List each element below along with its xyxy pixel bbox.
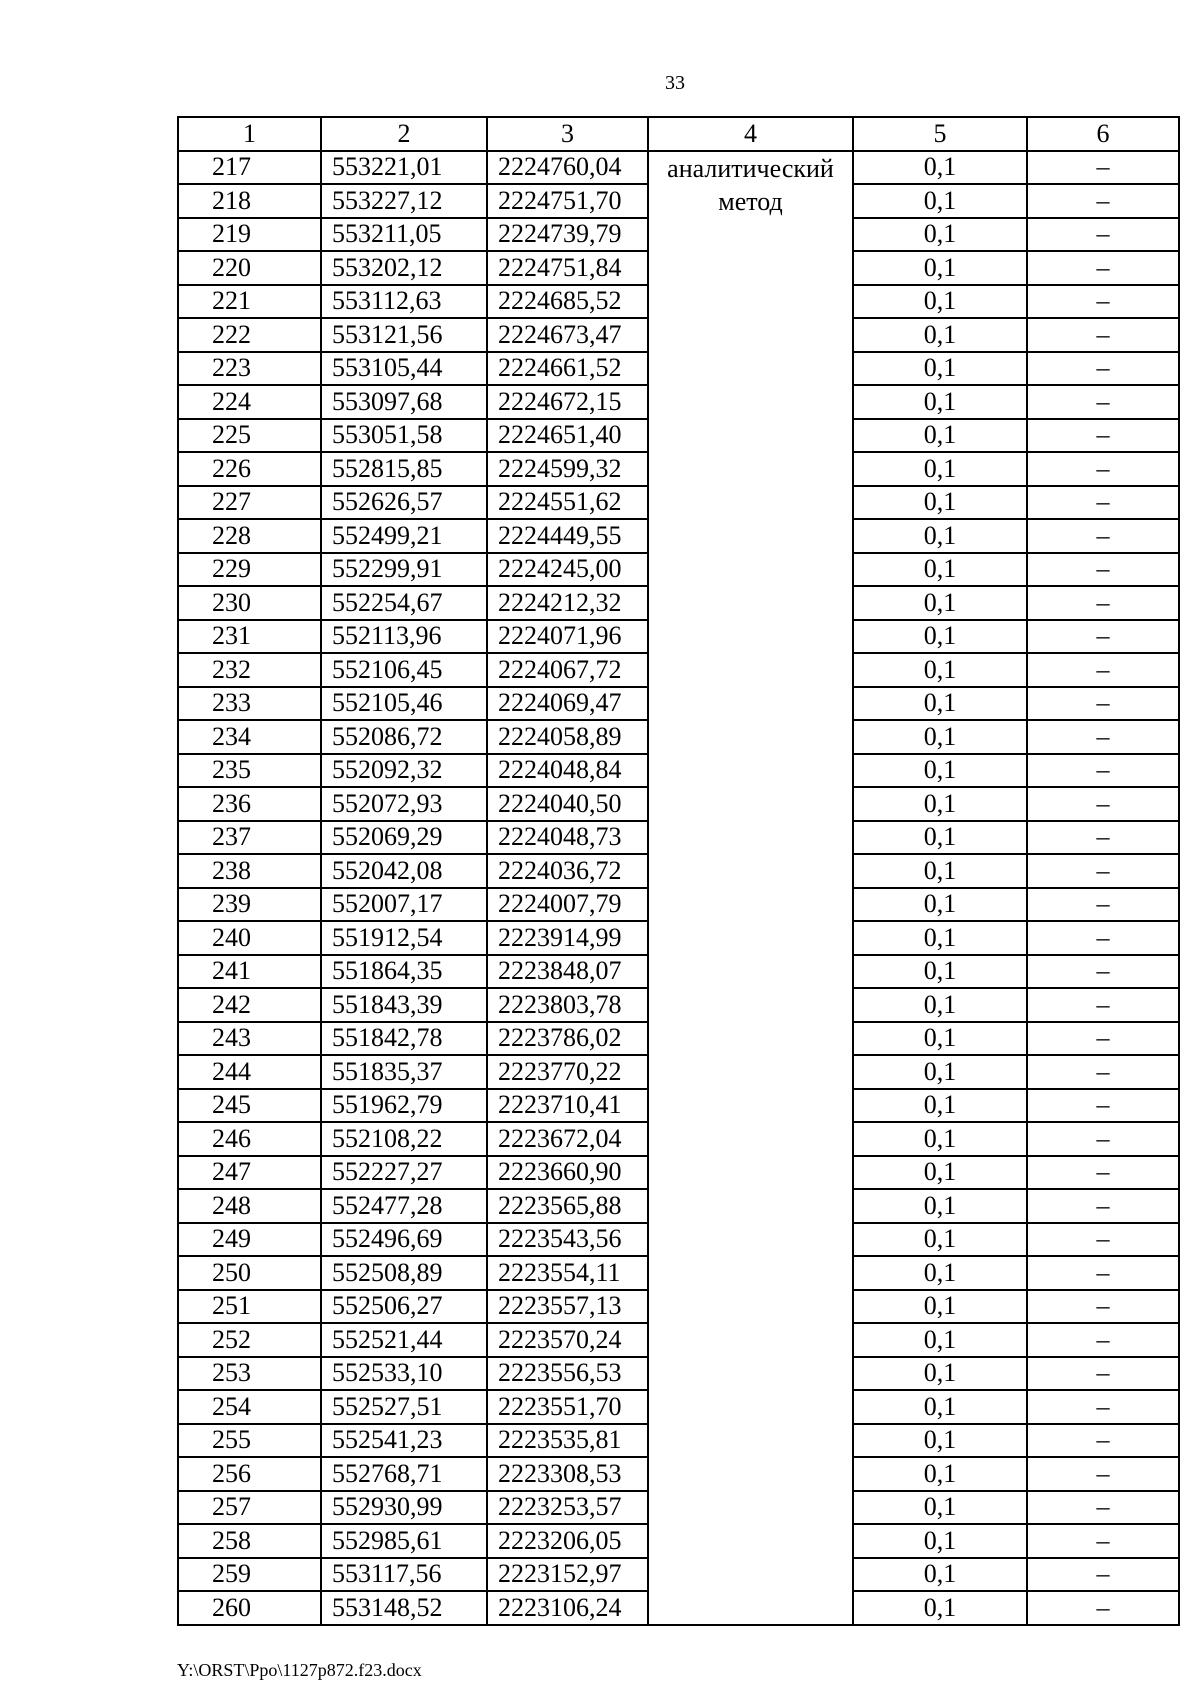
coordinate-x-cell: 552499,21	[321, 519, 487, 553]
coordinate-x-cell: 553202,12	[321, 251, 487, 285]
note-cell: –	[1027, 452, 1179, 486]
accuracy-cell: 0,1	[853, 1558, 1027, 1592]
point-number-cell: 243	[178, 1022, 321, 1056]
accuracy-cell: 0,1	[853, 1089, 1027, 1123]
accuracy-cell: 0,1	[853, 218, 1027, 252]
accuracy-cell: 0,1	[853, 151, 1027, 185]
accuracy-cell: 0,1	[853, 1457, 1027, 1491]
accuracy-cell: 0,1	[853, 251, 1027, 285]
point-number-cell: 245	[178, 1089, 321, 1123]
column-header-1: 1	[178, 117, 321, 151]
point-number-cell: 223	[178, 352, 321, 386]
coordinate-x-cell: 553051,58	[321, 419, 487, 453]
point-number-cell: 255	[178, 1424, 321, 1458]
coordinate-x-cell: 552069,29	[321, 821, 487, 855]
note-cell: –	[1027, 1055, 1179, 1089]
point-number-cell: 236	[178, 787, 321, 821]
note-cell: –	[1027, 921, 1179, 955]
coordinate-y-cell: 2224245,00	[487, 553, 648, 587]
note-cell: –	[1027, 251, 1179, 285]
coordinate-x-cell: 553117,56	[321, 1558, 487, 1592]
accuracy-cell: 0,1	[853, 1055, 1027, 1089]
point-number-cell: 230	[178, 586, 321, 620]
coordinate-x-cell: 552299,91	[321, 553, 487, 587]
note-cell: –	[1027, 1457, 1179, 1491]
column-header-5: 5	[853, 117, 1027, 151]
accuracy-cell: 0,1	[853, 921, 1027, 955]
coordinate-x-cell: 553211,05	[321, 218, 487, 252]
note-cell: –	[1027, 687, 1179, 721]
coordinate-x-cell: 552105,46	[321, 687, 487, 721]
coordinate-x-cell: 552113,96	[321, 620, 487, 654]
accuracy-cell: 0,1	[853, 1491, 1027, 1525]
table-body	[178, 151, 1179, 1625]
coordinate-x-cell: 552106,45	[321, 653, 487, 687]
note-cell: –	[1027, 1357, 1179, 1391]
coordinate-x-cell: 553121,56	[321, 318, 487, 352]
note-cell: –	[1027, 586, 1179, 620]
coordinate-y-cell: 2224040,50	[487, 787, 648, 821]
point-number-cell: 228	[178, 519, 321, 553]
point-number-cell: 220	[178, 251, 321, 285]
coordinate-y-cell: 2223535,81	[487, 1424, 648, 1458]
coordinate-x-cell: 552815,85	[321, 452, 487, 486]
coordinate-x-cell: 553097,68	[321, 385, 487, 419]
point-number-cell: 253	[178, 1357, 321, 1391]
coordinate-x-cell: 552541,23	[321, 1424, 487, 1458]
note-cell: –	[1027, 285, 1179, 319]
note-cell: –	[1027, 385, 1179, 419]
coordinate-x-cell: 551912,54	[321, 921, 487, 955]
coordinate-y-cell: 2224599,32	[487, 452, 648, 486]
note-cell: –	[1027, 1323, 1179, 1357]
point-number-cell: 237	[178, 821, 321, 855]
point-number-cell: 244	[178, 1055, 321, 1089]
coordinate-y-cell: 2224673,47	[487, 318, 648, 352]
coordinate-y-cell: 2223554,11	[487, 1256, 648, 1290]
point-number-cell: 219	[178, 218, 321, 252]
coordinate-x-cell: 553221,01	[321, 151, 487, 185]
accuracy-cell: 0,1	[853, 854, 1027, 888]
coordinate-x-cell: 552626,57	[321, 486, 487, 520]
accuracy-cell: 0,1	[853, 620, 1027, 654]
point-number-cell: 259	[178, 1558, 321, 1592]
coordinate-x-cell: 552007,17	[321, 888, 487, 922]
point-number-cell: 221	[178, 285, 321, 319]
note-cell: –	[1027, 553, 1179, 587]
accuracy-cell: 0,1	[853, 1022, 1027, 1056]
coordinate-x-cell: 552508,89	[321, 1256, 487, 1290]
accuracy-cell: 0,1	[853, 720, 1027, 754]
point-number-cell: 252	[178, 1323, 321, 1357]
accuracy-cell: 0,1	[853, 888, 1027, 922]
note-cell: –	[1027, 821, 1179, 855]
point-number-cell: 235	[178, 754, 321, 788]
point-number-cell: 256	[178, 1457, 321, 1491]
table-row	[178, 151, 1179, 185]
coordinate-y-cell: 2224672,15	[487, 385, 648, 419]
coordinate-y-cell: 2224760,04	[487, 151, 648, 185]
coordinate-x-cell: 552506,27	[321, 1290, 487, 1324]
accuracy-cell: 0,1	[853, 385, 1027, 419]
column-header-4: 4	[648, 117, 853, 151]
accuracy-cell: 0,1	[853, 754, 1027, 788]
coordinate-y-cell: 2223556,53	[487, 1357, 648, 1391]
note-cell: –	[1027, 1424, 1179, 1458]
coordinate-x-cell: 553112,63	[321, 285, 487, 319]
coordinate-x-cell: 552985,61	[321, 1524, 487, 1558]
point-number-cell: 224	[178, 385, 321, 419]
file-path-footer: Y:\ORST\Ppo\1127p872.f23.docx	[177, 1660, 422, 1680]
coordinate-y-cell: 2223206,05	[487, 1524, 648, 1558]
point-number-cell: 240	[178, 921, 321, 955]
note-cell: –	[1027, 218, 1179, 252]
coordinate-y-cell: 2223106,24	[487, 1591, 648, 1625]
point-number-cell: 229	[178, 553, 321, 587]
coordinate-y-cell: 2224751,70	[487, 184, 648, 218]
note-cell: –	[1027, 1390, 1179, 1424]
accuracy-cell: 0,1	[853, 586, 1027, 620]
accuracy-cell: 0,1	[853, 285, 1027, 319]
accuracy-cell: 0,1	[853, 352, 1027, 386]
note-cell: –	[1027, 1491, 1179, 1525]
note-cell: –	[1027, 1122, 1179, 1156]
accuracy-cell: 0,1	[853, 1357, 1027, 1391]
point-number-cell: 249	[178, 1223, 321, 1257]
note-cell: –	[1027, 1290, 1179, 1324]
point-number-cell: 251	[178, 1290, 321, 1324]
point-number-cell: 225	[178, 419, 321, 453]
note-cell: –	[1027, 620, 1179, 654]
coordinate-y-cell: 2224058,89	[487, 720, 648, 754]
accuracy-cell: 0,1	[853, 988, 1027, 1022]
point-number-cell: 242	[178, 988, 321, 1022]
coordinate-y-cell: 2223848,07	[487, 955, 648, 989]
note-cell: –	[1027, 955, 1179, 989]
coordinate-y-cell: 2223543,56	[487, 1223, 648, 1257]
note-cell: –	[1027, 988, 1179, 1022]
coordinate-y-cell: 2224661,52	[487, 352, 648, 386]
accuracy-cell: 0,1	[853, 1524, 1027, 1558]
note-cell: –	[1027, 318, 1179, 352]
note-cell: –	[1027, 1089, 1179, 1123]
coordinate-y-cell: 2224739,79	[487, 218, 648, 252]
coordinate-y-cell: 2224685,52	[487, 285, 648, 319]
note-cell: –	[1027, 419, 1179, 453]
coordinate-x-cell: 551842,78	[321, 1022, 487, 1056]
coordinate-x-cell: 552254,67	[321, 586, 487, 620]
column-header-2: 2	[321, 117, 487, 151]
coordinate-y-cell: 2223557,13	[487, 1290, 648, 1324]
accuracy-cell: 0,1	[853, 1290, 1027, 1324]
coordinate-y-cell: 2224007,79	[487, 888, 648, 922]
coordinate-x-cell: 552768,71	[321, 1457, 487, 1491]
coordinate-x-cell: 551843,39	[321, 988, 487, 1022]
point-number-cell: 226	[178, 452, 321, 486]
coordinate-x-cell: 552086,72	[321, 720, 487, 754]
coordinate-x-cell: 552092,32	[321, 754, 487, 788]
note-cell: –	[1027, 787, 1179, 821]
accuracy-cell: 0,1	[853, 1256, 1027, 1290]
coordinate-x-cell: 552227,27	[321, 1156, 487, 1190]
accuracy-cell: 0,1	[853, 1390, 1027, 1424]
table-header-row	[178, 117, 1179, 151]
note-cell: –	[1027, 352, 1179, 386]
coordinate-x-cell: 553148,52	[321, 1591, 487, 1625]
coordinate-y-cell: 2223308,53	[487, 1457, 648, 1491]
point-number-cell: 260	[178, 1591, 321, 1625]
note-cell: –	[1027, 1524, 1179, 1558]
accuracy-cell: 0,1	[853, 1223, 1027, 1257]
note-cell: –	[1027, 184, 1179, 218]
note-cell: –	[1027, 1189, 1179, 1223]
coordinate-y-cell: 2224036,72	[487, 854, 648, 888]
accuracy-cell: 0,1	[853, 452, 1027, 486]
point-number-cell: 246	[178, 1122, 321, 1156]
note-cell: –	[1027, 1558, 1179, 1592]
coordinate-y-cell: 2223570,24	[487, 1323, 648, 1357]
coordinate-x-cell: 552072,93	[321, 787, 487, 821]
accuracy-cell: 0,1	[853, 486, 1027, 520]
note-cell: –	[1027, 1256, 1179, 1290]
note-cell: –	[1027, 1022, 1179, 1056]
accuracy-cell: 0,1	[853, 1591, 1027, 1625]
note-cell: –	[1027, 888, 1179, 922]
coordinate-y-cell: 2224212,32	[487, 586, 648, 620]
accuracy-cell: 0,1	[853, 1323, 1027, 1357]
point-number-cell: 227	[178, 486, 321, 520]
column-header-3: 3	[487, 117, 648, 151]
point-number-cell: 247	[178, 1156, 321, 1190]
coordinate-y-cell: 2224048,84	[487, 754, 648, 788]
coordinate-y-cell: 2223565,88	[487, 1189, 648, 1223]
coordinate-x-cell: 552930,99	[321, 1491, 487, 1525]
coordinate-y-cell: 2223803,78	[487, 988, 648, 1022]
coordinate-x-cell: 551835,37	[321, 1055, 487, 1089]
coordinate-y-cell: 2223152,97	[487, 1558, 648, 1592]
coordinate-x-cell: 552496,69	[321, 1223, 487, 1257]
point-number-cell: 234	[178, 720, 321, 754]
note-cell: –	[1027, 151, 1179, 185]
coordinate-y-cell: 2224651,40	[487, 419, 648, 453]
accuracy-cell: 0,1	[853, 1189, 1027, 1223]
coordinate-y-cell: 2223710,41	[487, 1089, 648, 1123]
point-number-cell: 218	[178, 184, 321, 218]
coordinate-x-cell: 552527,51	[321, 1390, 487, 1424]
note-cell: –	[1027, 854, 1179, 888]
method-cell: аналитический метод	[648, 151, 853, 1625]
point-number-cell: 217	[178, 151, 321, 185]
point-number-cell: 241	[178, 955, 321, 989]
coordinate-x-cell: 553227,12	[321, 184, 487, 218]
note-cell: –	[1027, 754, 1179, 788]
accuracy-cell: 0,1	[853, 955, 1027, 989]
coordinate-y-cell: 2224551,62	[487, 486, 648, 520]
coordinate-x-cell: 552521,44	[321, 1323, 487, 1357]
accuracy-cell: 0,1	[853, 687, 1027, 721]
point-number-cell: 254	[178, 1390, 321, 1424]
coordinate-y-cell: 2224449,55	[487, 519, 648, 553]
coordinate-x-cell: 551864,35	[321, 955, 487, 989]
coordinate-y-cell: 2224067,72	[487, 653, 648, 687]
point-number-cell: 231	[178, 620, 321, 654]
note-cell: –	[1027, 1591, 1179, 1625]
point-number-cell: 239	[178, 888, 321, 922]
coordinate-y-cell: 2224048,73	[487, 821, 648, 855]
coordinate-x-cell: 552042,08	[321, 854, 487, 888]
point-number-cell: 258	[178, 1524, 321, 1558]
column-header-6: 6	[1027, 117, 1179, 151]
note-cell: –	[1027, 486, 1179, 520]
coordinate-y-cell: 2224751,84	[487, 251, 648, 285]
page-number: 33	[665, 72, 685, 94]
accuracy-cell: 0,1	[853, 318, 1027, 352]
coordinate-x-cell: 552108,22	[321, 1122, 487, 1156]
note-cell: –	[1027, 1156, 1179, 1190]
coordinate-y-cell: 2223786,02	[487, 1022, 648, 1056]
point-number-cell: 222	[178, 318, 321, 352]
point-number-cell: 238	[178, 854, 321, 888]
coordinate-y-cell: 2223253,57	[487, 1491, 648, 1525]
accuracy-cell: 0,1	[853, 1122, 1027, 1156]
accuracy-cell: 0,1	[853, 519, 1027, 553]
note-cell: –	[1027, 653, 1179, 687]
coordinate-y-cell: 2224069,47	[487, 687, 648, 721]
accuracy-cell: 0,1	[853, 419, 1027, 453]
coordinate-y-cell: 2223770,22	[487, 1055, 648, 1089]
coordinate-y-cell: 2223660,90	[487, 1156, 648, 1190]
note-cell: –	[1027, 1223, 1179, 1257]
accuracy-cell: 0,1	[853, 653, 1027, 687]
accuracy-cell: 0,1	[853, 184, 1027, 218]
accuracy-cell: 0,1	[853, 553, 1027, 587]
accuracy-cell: 0,1	[853, 787, 1027, 821]
coordinate-y-cell: 2223672,04	[487, 1122, 648, 1156]
point-number-cell: 248	[178, 1189, 321, 1223]
coordinates-table	[177, 116, 1180, 1626]
coordinate-x-cell: 552533,10	[321, 1357, 487, 1391]
coordinate-y-cell: 2223551,70	[487, 1390, 648, 1424]
accuracy-cell: 0,1	[853, 1424, 1027, 1458]
point-number-cell: 257	[178, 1491, 321, 1525]
coordinate-x-cell: 552477,28	[321, 1189, 487, 1223]
accuracy-cell: 0,1	[853, 821, 1027, 855]
coordinate-y-cell: 2224071,96	[487, 620, 648, 654]
note-cell: –	[1027, 720, 1179, 754]
point-number-cell: 233	[178, 687, 321, 721]
coordinate-y-cell: 2223914,99	[487, 921, 648, 955]
coordinate-x-cell: 551962,79	[321, 1089, 487, 1123]
accuracy-cell: 0,1	[853, 1156, 1027, 1190]
point-number-cell: 232	[178, 653, 321, 687]
coordinate-x-cell: 553105,44	[321, 352, 487, 386]
note-cell: –	[1027, 519, 1179, 553]
point-number-cell: 250	[178, 1256, 321, 1290]
